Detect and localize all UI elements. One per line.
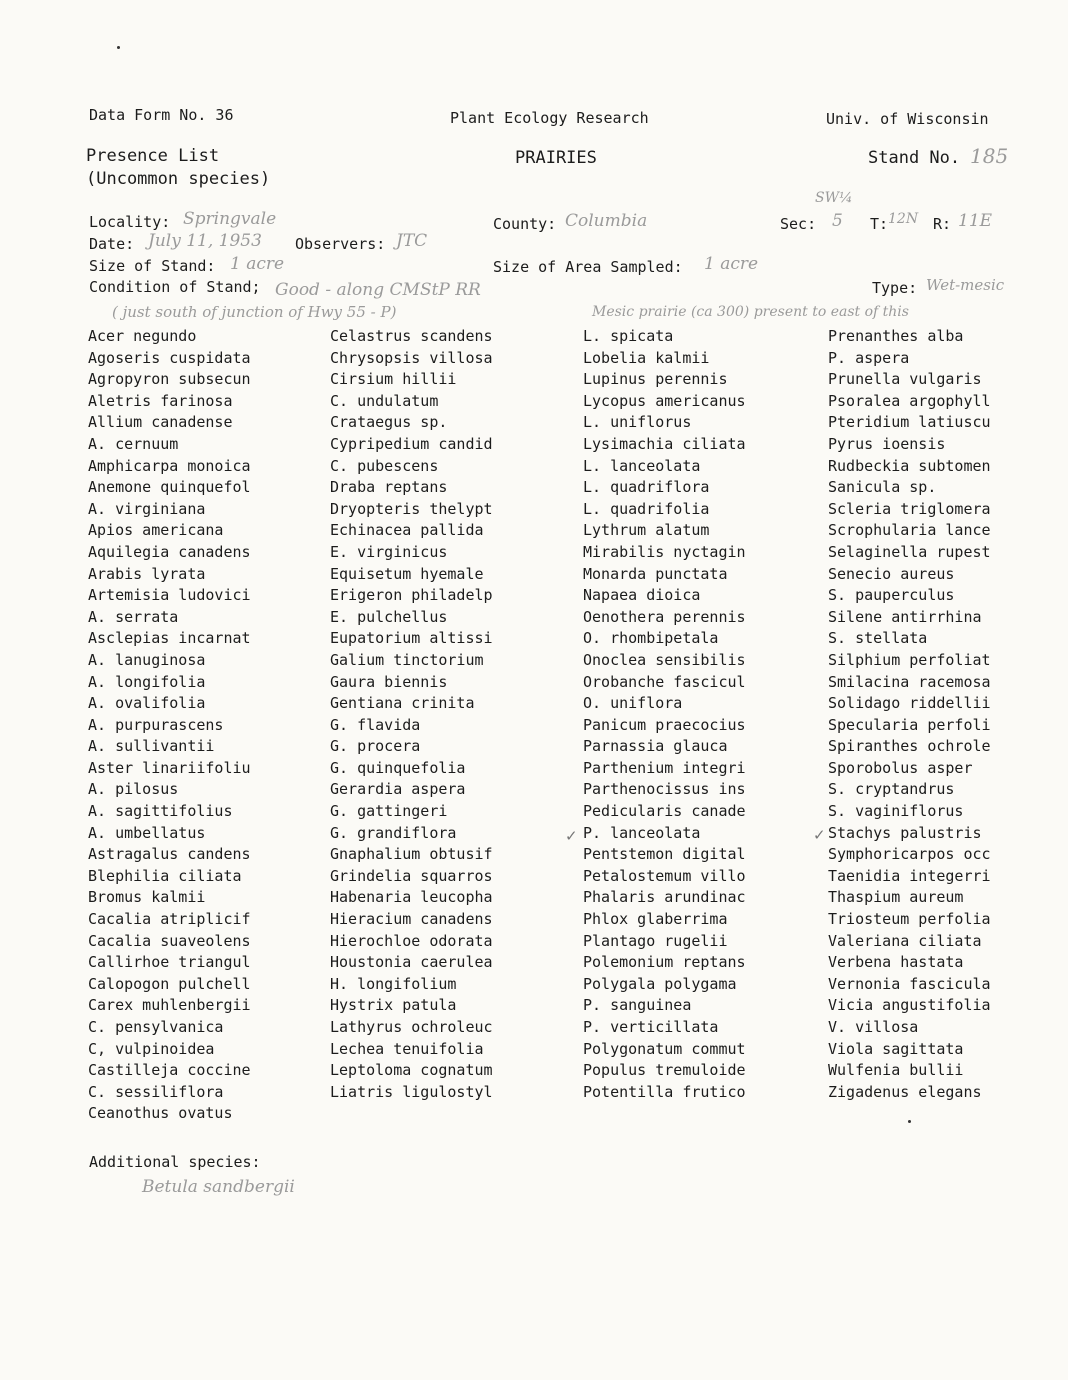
species-item: Cacalia atriplicif	[88, 910, 251, 929]
range-value: 11E	[958, 211, 993, 231]
species-item: Hieracium canadens	[330, 910, 493, 929]
species-item: Onoclea sensibilis	[583, 650, 746, 669]
species-item: L. quadriflora	[583, 478, 710, 497]
observers-label: Observers:	[295, 235, 386, 253]
additional-species-value: Betula sandbergii	[142, 1177, 295, 1197]
paper-speck	[908, 1120, 911, 1123]
species-item: Eupatorium altissi	[330, 629, 493, 648]
species-item: A. ovalifolia	[88, 694, 206, 713]
species-item: A. cernuum	[88, 434, 179, 453]
species-item: Arabis lyrata	[88, 564, 206, 583]
species-item: L. lanceolata	[583, 456, 701, 475]
type-label: Type:	[872, 279, 918, 297]
research-title: Plant Ecology Research	[450, 109, 649, 127]
species-item: Aster linariifoliu	[88, 758, 251, 777]
species-item: Galium tinctorium	[330, 650, 484, 669]
species-item: S. pauperculus	[828, 586, 955, 605]
species-item: Artemisia ludovici	[88, 586, 251, 605]
species-item: Lobelia kalmii	[583, 348, 710, 367]
species-item: Spiranthes ochrole	[828, 737, 991, 756]
species-item: Calopogon pulchell	[88, 974, 251, 993]
species-item: Echinacea pallida	[330, 521, 484, 540]
species-item: C, vulpinoidea	[88, 1039, 215, 1058]
range-label: R:	[933, 215, 952, 233]
species-item: Valeriana ciliata	[828, 931, 982, 950]
section-value: 5	[832, 211, 843, 231]
species-item: Phlox glaberrima	[583, 910, 728, 929]
species-item: Smilacina racemosa	[828, 672, 991, 691]
species-item: L. quadrifolia	[583, 499, 710, 518]
list-title: Presence List	[86, 146, 220, 166]
species-item: Celastrus scandens	[330, 327, 493, 345]
species-column-4	[828, 326, 991, 1103]
species-item: Prenanthes alba	[828, 327, 964, 345]
species-item: Sanicula sp.	[828, 478, 937, 497]
condition-label: Condition of Stand;	[89, 278, 261, 296]
species-item: Aquilegia canadens	[88, 542, 251, 561]
species-item: Symphoricarpos occ	[828, 845, 991, 864]
area-size-label: Size of Area Sampled:	[493, 258, 683, 276]
species-item: Habenaria leucopha	[330, 888, 493, 907]
species-item: Vernonia fascicula	[828, 974, 991, 993]
species-item: Silphium perfoliat	[828, 650, 991, 669]
species-item: Triosteum perfolia	[828, 910, 991, 929]
species-item: Napaea dioica	[583, 586, 701, 605]
locality-label: Locality:	[89, 213, 171, 231]
species-item: Potentilla frutico	[583, 1082, 746, 1101]
species-item: Gnaphalium obtusif	[330, 845, 493, 864]
species-item: L. uniflorus	[583, 413, 692, 432]
date-label: Date:	[89, 235, 135, 253]
species-item: Crataegus sp.	[330, 413, 448, 432]
species-item: Lythrum alatum	[583, 521, 710, 540]
species-item: Vicia angustifolia	[828, 996, 991, 1015]
species-item: A. lanuginosa	[88, 650, 206, 669]
species-item: Populus tremuloide	[583, 1061, 746, 1080]
county-label: County:	[493, 215, 557, 233]
species-item: Anemone quinquefol	[88, 478, 251, 497]
species-item: Grindelia squarros	[330, 866, 493, 885]
form-number: Data Form No. 36	[89, 106, 234, 124]
species-item: Selaginella rupest	[828, 542, 991, 561]
species-item: O. uniflora	[583, 694, 683, 713]
species-item: Houstonia caerulea	[330, 953, 493, 972]
area-size-value: 1 acre	[704, 254, 759, 274]
species-item: Allium canadense	[88, 413, 233, 432]
species-item: Cacalia suaveolens	[88, 931, 251, 950]
township-value: 12N	[888, 211, 919, 227]
species-item: Castilleja coccine	[88, 1061, 251, 1080]
check-mark-p-lanceolata: ✓	[565, 827, 578, 845]
species-item: G. grandiflora	[330, 823, 457, 842]
species-item: Parthenocissus ins	[583, 780, 746, 799]
species-item: Specularia perfoli	[828, 715, 991, 734]
species-item: Mirabilis nyctagin	[583, 542, 746, 561]
species-item: C. sessiliflora	[88, 1082, 224, 1101]
species-item: Liatris ligulostyl	[330, 1082, 493, 1101]
species-item: Viola sagittata	[828, 1039, 964, 1058]
type-note: Mesic prairie (ca 300) present to east of this	[592, 304, 909, 320]
species-item: Apios americana	[88, 521, 224, 540]
species-item: Monarda punctata	[583, 564, 728, 583]
species-item: Wulfenia bullii	[828, 1061, 964, 1080]
species-item: Aletris farinosa	[88, 391, 233, 410]
species-item: Agoseris cuspidata	[88, 348, 251, 367]
species-item: G. quinquefolia	[330, 758, 466, 777]
species-column-2	[330, 326, 493, 1103]
species-item: Senecio aureus	[828, 564, 955, 583]
species-item: L. spicata	[583, 327, 674, 345]
species-item: A. sagittifolius	[88, 802, 233, 821]
observers-value: JTC	[396, 231, 428, 251]
species-item: Gerardia aspera	[330, 780, 466, 799]
species-item: Ceanothus ovatus	[88, 1104, 233, 1123]
species-item: Thaspium aureum	[828, 888, 964, 907]
stand-size-value: 1 acre	[230, 254, 285, 274]
check-mark-stachys: ✓	[813, 826, 826, 844]
species-item: Petalostemum villo	[583, 866, 746, 885]
species-item: S. stellata	[828, 629, 928, 648]
species-item: P. verticillata	[583, 1018, 719, 1036]
species-item: Polygala polygama	[583, 974, 737, 993]
species-item: S. cryptandrus	[828, 780, 955, 799]
species-item: Leptoloma cognatum	[330, 1061, 493, 1080]
species-item: Cypripedium candid	[330, 434, 493, 453]
species-item: G. flavida	[330, 715, 421, 734]
species-item: A. pilosus	[88, 780, 179, 799]
species-item: A. umbellatus	[88, 823, 206, 842]
condition-note: ( just south of junction of Hwy 55 - P)	[112, 303, 397, 321]
community-title: PRAIRIES	[515, 148, 597, 168]
species-item: A. serrata	[88, 607, 179, 626]
species-item: G. procera	[330, 737, 421, 756]
species-item: Agropyron subsecun	[88, 370, 251, 389]
township-label: T:	[870, 215, 889, 233]
species-item: Parthenium integri	[583, 758, 746, 777]
species-column-3	[583, 326, 746, 1103]
species-item: G. gattingeri	[330, 802, 448, 821]
additional-species-label: Additional species:	[89, 1153, 261, 1171]
species-item: Asclepias incarnat	[88, 629, 251, 648]
species-item: Acer negundo	[88, 327, 197, 345]
species-item: Rudbeckia subtomen	[828, 456, 991, 475]
species-item: Pentstemon digital	[583, 845, 746, 864]
species-item: Polemonium reptans	[583, 953, 746, 972]
species-item: Lupinus perennis	[583, 370, 728, 389]
stand-number-value: 185	[970, 144, 1009, 168]
species-item: Gentiana crinita	[330, 694, 475, 713]
species-item: P. sanguinea	[583, 996, 692, 1015]
species-item: Hystrix patula	[330, 996, 457, 1015]
stand-number-label: Stand No.	[868, 148, 961, 168]
species-item: Pedicularis canade	[583, 802, 746, 821]
species-item: O. rhombipetala	[583, 629, 719, 648]
species-item: Callirhoe triangul	[88, 953, 251, 972]
species-item: P. lanceolata	[583, 823, 701, 842]
species-item: Pteridium latiuscu	[828, 413, 991, 432]
species-item: Carex muhlenbergii	[88, 996, 251, 1015]
locality-value: Springvale	[183, 209, 277, 229]
species-item: C. pensylvanica	[88, 1018, 224, 1036]
condition-value: Good - along CMStP RR	[275, 280, 481, 300]
species-item: Amphicarpa monoica	[88, 456, 251, 475]
species-item: A. virginiana	[88, 499, 206, 518]
species-item: Verbena hastata	[828, 953, 964, 972]
species-item: Zigadenus elegans	[828, 1082, 982, 1101]
species-item: Stachys palustris	[828, 823, 982, 842]
paper-speck	[117, 46, 120, 49]
species-item: C. pubescens	[330, 456, 439, 475]
species-item: Solidago riddellii	[828, 694, 991, 713]
species-item: Astragalus candens	[88, 845, 251, 864]
species-item: V. villosa	[828, 1018, 919, 1036]
species-item: Chrysopsis villosa	[330, 348, 493, 367]
species-item: Lycopus americanus	[583, 391, 746, 410]
species-item: Pyrus ioensis	[828, 434, 946, 453]
species-item: Psoralea argophyll	[828, 391, 991, 410]
species-item: A. longifolia	[88, 672, 206, 691]
species-item: Polygonatum commut	[583, 1039, 746, 1058]
species-item: Bromus kalmii	[88, 888, 206, 907]
species-item: Sporobolus asper	[828, 758, 973, 777]
species-item: Parnassia glauca	[583, 737, 728, 756]
species-item: A. sullivantii	[88, 737, 215, 756]
species-item: Equisetum hyemale	[330, 564, 484, 583]
species-item: Phalaris arundinac	[583, 888, 746, 907]
species-item: E. pulchellus	[330, 607, 448, 626]
species-item: Lathyrus ochroleuc	[330, 1018, 493, 1036]
species-item: A. purpurascens	[88, 715, 224, 734]
species-item: Lysimachia ciliata	[583, 434, 746, 453]
date-value: July 11, 1953	[148, 231, 262, 251]
section-note: SW¼	[815, 190, 853, 206]
species-item: Dryopteris thelypt	[330, 499, 493, 518]
species-item: Blephilia ciliata	[88, 866, 242, 885]
university-name: Univ. of Wisconsin	[826, 110, 989, 128]
stand-size-label: Size of Stand:	[89, 257, 216, 275]
species-item: Draba reptans	[330, 478, 448, 497]
species-item: E. virginicus	[330, 542, 448, 561]
species-item: Prunella vulgaris	[828, 370, 982, 389]
species-item: C. undulatum	[330, 391, 439, 410]
species-item: H. longifolium	[330, 974, 457, 993]
species-item: Hierochloe odorata	[330, 931, 493, 950]
species-item: S. vaginiflorus	[828, 802, 964, 821]
species-item: Plantago rugelii	[583, 931, 728, 950]
species-item: Panicum praecocius	[583, 715, 746, 734]
species-item: Oenothera perennis	[583, 607, 746, 626]
list-subtitle: (Uncommon species)	[86, 169, 271, 189]
species-item: P. aspera	[828, 348, 910, 367]
species-column-1	[88, 326, 251, 1125]
section-label: Sec:	[780, 215, 817, 233]
species-item: Gaura biennis	[330, 672, 448, 691]
species-item: Cirsium hillii	[330, 370, 457, 389]
species-item: Scleria triglomera	[828, 499, 991, 518]
county-value: Columbia	[565, 211, 648, 231]
species-item: Taenidia integerri	[828, 866, 991, 885]
species-item: Erigeron philadelp	[330, 586, 493, 605]
species-item: Silene antirrhina	[828, 607, 982, 626]
type-value: Wet-mesic	[926, 276, 1005, 294]
species-item: Orobanche fascicul	[583, 672, 746, 691]
species-item: Lechea tenuifolia	[330, 1039, 484, 1058]
species-item: Scrophularia lance	[828, 521, 991, 540]
